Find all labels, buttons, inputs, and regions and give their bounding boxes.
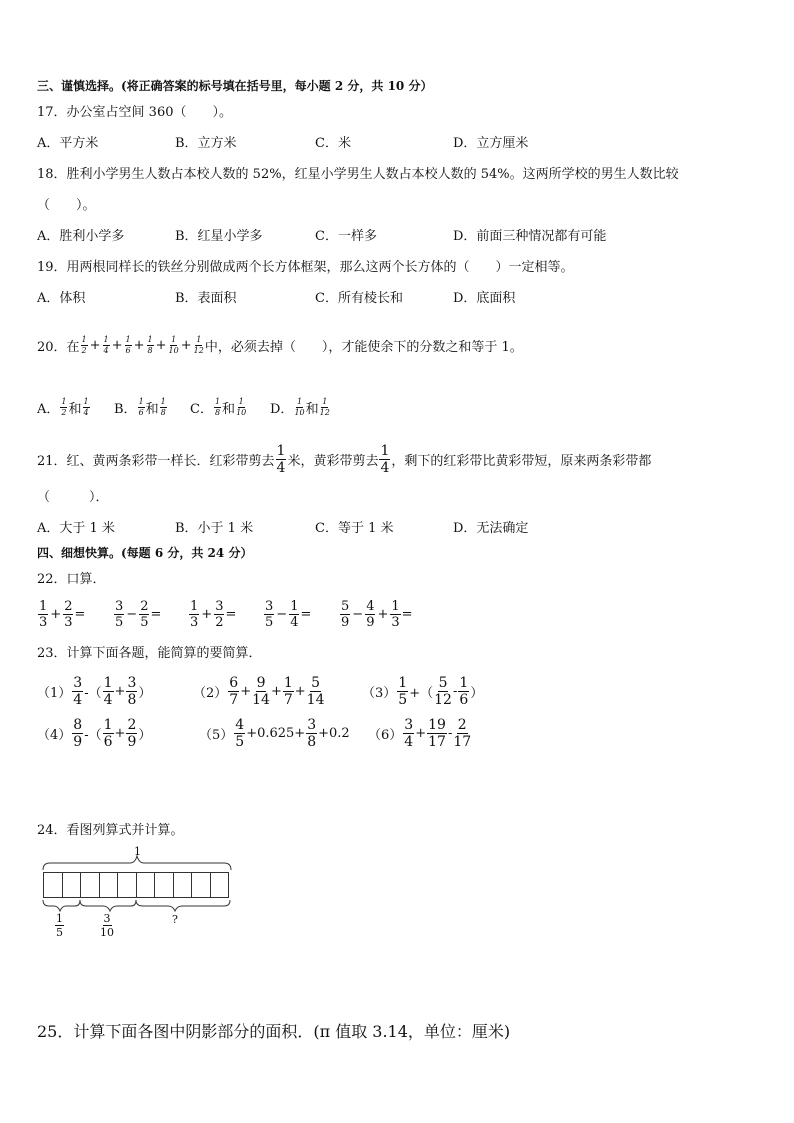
- q17-option-c: C．米: [315, 136, 351, 151]
- q21-stem: 21．红、黄两条彩带一样长．红彩带剪去 $\frac{1}{4}$ 米，黄彩带剪去 $\frac{1}{4}$ ，剩下的红彩带比黄彩带短，原来两条彩带都: [37, 443, 652, 476]
- q21-option-b: B．小于 1 米: [175, 521, 254, 536]
- q19-option-d: D．底面积: [453, 291, 516, 306]
- q19-stem: 19．用两根同样长的铁丝分别做成两个长方体框架，那么这两个长方体的（ ）一定相等。: [37, 260, 574, 275]
- q17-stem: 17．办公室占空间 360（ ）。: [37, 105, 232, 120]
- q24-part-2-label: $\frac{3}{10}$: [100, 912, 114, 939]
- q22-item-5: $\frac{5}{9}$ − $\frac{4}{9}$ + $\frac{1}{3}$ =: [341, 599, 413, 630]
- q24-whole-label: 1: [134, 845, 141, 858]
- q20-frac-2: $\frac{1}{4}$: [103, 335, 109, 355]
- q21-stem-line2: （ ）．: [37, 490, 109, 505]
- q21-option-d: D．无法确定: [453, 521, 529, 536]
- q20-frac-5: $\frac{1}{10}$: [168, 335, 179, 355]
- q20-frac-6: $\frac{1}{12}$: [193, 335, 204, 355]
- q18-option-b: B．红星小学多: [175, 229, 263, 244]
- q17-option-a: A．平方米: [37, 136, 99, 151]
- q20-suffix: 中，必须去掉（ ），才能使余下的分数之和等于 1。: [204, 340, 523, 355]
- q20-stem: 20．在 $\frac{1}{2}$ + $\frac{1}{4}$ + $\frac{1}{6}$ + $\frac{1}{8}$ + $\frac{1}{10}$ + $\frac{1}{12}$ 中，必须去掉（ ），才能使余下的分数之和等于 1。: [37, 335, 523, 355]
- q18-stem: 18．胜利小学男生人数占本校人数的 52%，红星小学男生人数占本校人数的 54%。这两所学校的男生人数比较: [37, 167, 679, 182]
- q23-title: 23．计算下面各题，能简算的要简算．: [37, 646, 262, 661]
- q17-option-b: B．立方米: [175, 136, 237, 151]
- q22-item-3: $\frac{1}{3}$ + $\frac{3}{2}$ =: [190, 599, 237, 630]
- q23-problem-5: （5） $\frac{4}{5}$ +0.625+ $\frac{3}{8}$ +0.2: [199, 717, 350, 750]
- q23-problem-4: （4） $\frac{8}{9}$ -（ $\frac{1}{6}$ + $\frac{2}{9}$ ）: [37, 717, 152, 750]
- q22-item-4: $\frac{3}{5}$ − $\frac{1}{4}$ =: [265, 599, 312, 630]
- q21-frac-1: $\frac{1}{4}$: [276, 443, 286, 476]
- q18-option-d: D．前面三种情况都有可能: [453, 229, 607, 244]
- q24-tape-diagram: [43, 872, 229, 898]
- q23-problem-1: （1） $\frac{3}{4}$ -（ $\frac{1}{4}$ + $\frac{3}{8}$ ）: [37, 675, 152, 708]
- q17-option-d: D．立方厘米: [453, 136, 529, 151]
- q20-frac-4: $\frac{1}{8}$: [147, 335, 153, 355]
- q23-problem-2: （2） $\frac{6}{7}$ + $\frac{9}{14}$ + $\frac{1}{7}$ + $\frac{5}{14}$: [193, 675, 325, 708]
- section3-heading: 三、谨慎选择。(将正确答案的标号填在括号里，每小题 2 分，共 10 分）: [37, 79, 433, 93]
- q20-frac-3: $\frac{1}{6}$: [125, 335, 131, 355]
- q25-title: 25．计算下面各图中阴影部分的面积．(π 值取 3.14，单位：厘米): [37, 1022, 511, 1041]
- q24-bottom-braces: [38, 898, 238, 914]
- q24-part-1-label: $\frac{1}{5}$: [56, 912, 63, 939]
- q22-item-2: $\frac{3}{5}$ − $\frac{2}{5}$ =: [115, 599, 162, 630]
- q18-stem-line2: （ ）。: [37, 198, 96, 213]
- q20-prefix: 20．在: [37, 340, 80, 355]
- q22-item-1: $\frac{1}{3}$ + $\frac{2}{3}$ =: [39, 599, 86, 630]
- q24-unknown-label: ?: [172, 913, 178, 926]
- q21-frac-2: $\frac{1}{4}$: [380, 443, 390, 476]
- section4-heading: 四、细想快算。(每题 6 分，共 24 分）: [37, 546, 253, 560]
- q20-option-d: D． $\frac{1}{10}$ 和 $\frac{1}{12}$: [270, 397, 330, 417]
- q19-option-a: A．体积: [37, 291, 86, 306]
- q19-option-b: B．表面积: [175, 291, 237, 306]
- q18-option-a: A．胜利小学多: [37, 229, 125, 244]
- q23-problem-3: （3） $\frac{1}{5}$ +（ $\frac{5}{12}$ - $\frac{1}{6}$ ）: [362, 675, 484, 708]
- q21-option-a: A．大于 1 米: [37, 521, 115, 536]
- q21-option-c: C．等于 1 米: [315, 521, 394, 536]
- q18-option-c: C．一样多: [315, 229, 377, 244]
- q19-option-c: C．所有棱长和: [315, 291, 403, 306]
- q22-title: 22．口算．: [37, 572, 106, 587]
- q24-title: 24．看图列算式并计算。: [37, 823, 184, 838]
- q20-frac-1: $\frac{1}{2}$: [81, 335, 87, 355]
- q20-option-b: B． $\frac{1}{6}$ 和 $\frac{1}{8}$: [114, 397, 166, 417]
- q20-option-a: A． $\frac{1}{2}$ 和 $\frac{1}{4}$: [37, 397, 89, 417]
- q20-option-c: C． $\frac{1}{8}$ 和 $\frac{1}{10}$: [190, 397, 247, 417]
- q23-problem-6: （6） $\frac{3}{4}$ + $\frac{19}{17}$ - $\frac{2}{17}$: [368, 717, 472, 750]
